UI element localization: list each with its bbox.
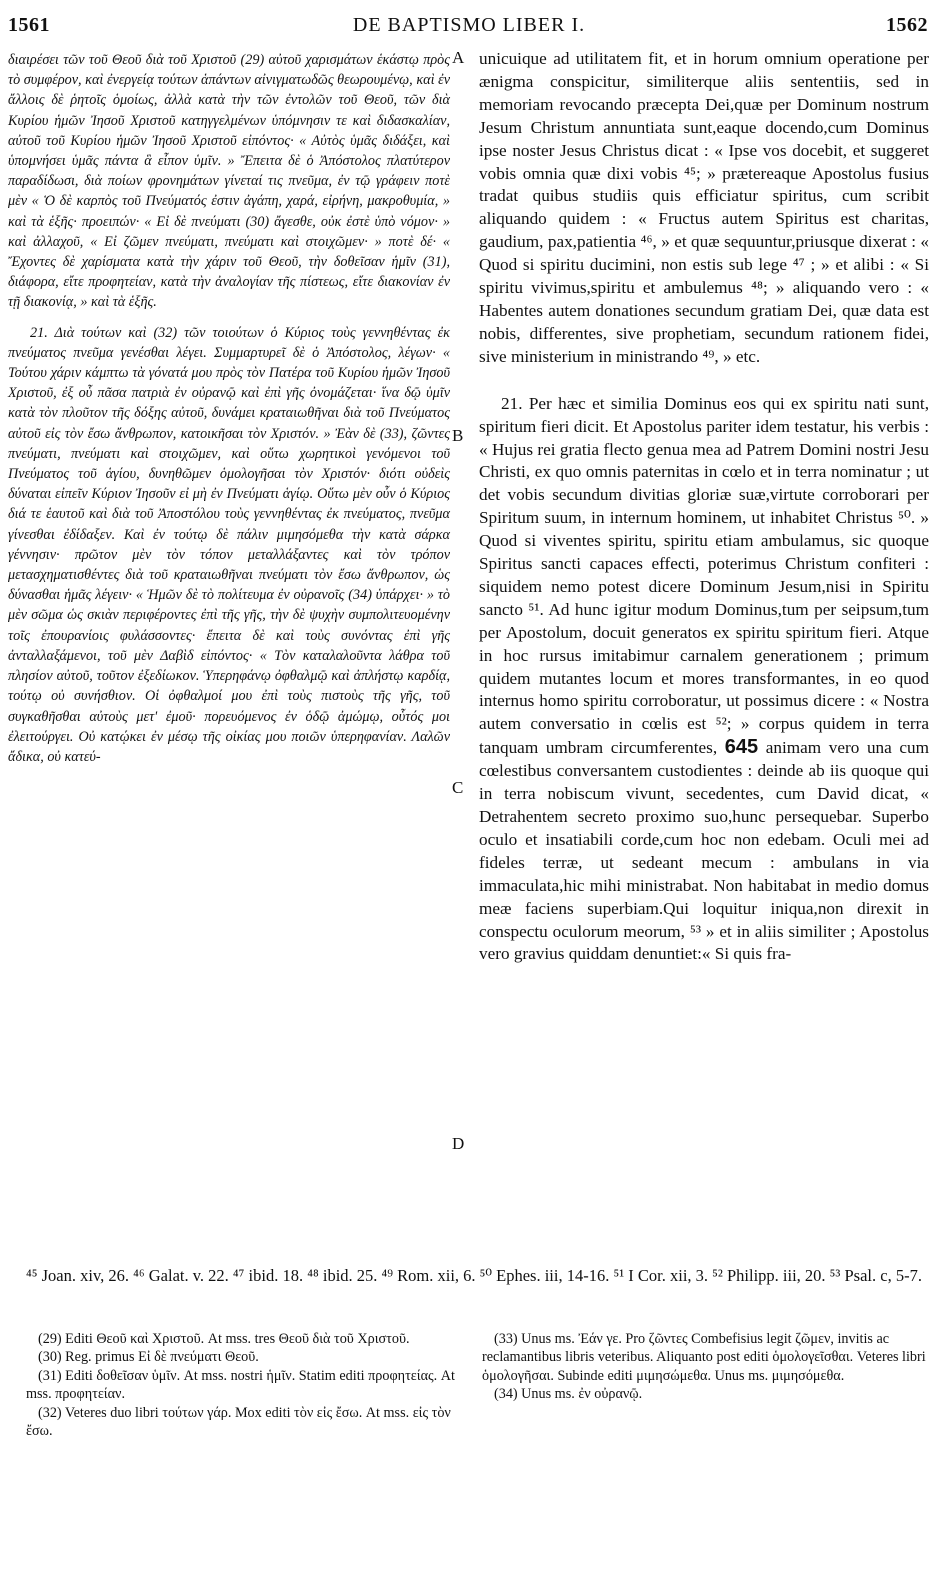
latin-column: [479, 48, 929, 966]
latin-paragraph-2: [479, 393, 929, 967]
footnotes-right: [482, 1330, 929, 1404]
margin-letter-a: A: [452, 48, 465, 67]
footnote-30: (30) Reg. primus Εἰ δὲ πνεύματι Θεοῦ.: [38, 1349, 259, 1366]
footnote-32: (32) Veteres duo libri τούτων γάρ. Mox editi τὸν εἰς ἔσω. At mss. εἰς τὸν ἔσω.: [26, 1404, 451, 1440]
latin-paragraph-2-start: 21. Per hæc et similia Dominus eos qui ex spiritu nati sunt, spiritum fieri dicit. Et Apostolus pariter idem testatur, his verbis : « Hujus rei gratia flecto genua mea ad Patrem Domini nostri Jesu Christi, ex quo omnis paternitas in cœlo et in terra nominatur ; ut det vobis secundum divitias gloriæ suæ,virtute corroborari per Spiritum suum, in internum hominem, ut inhabitet Christus ⁵⁰. » Quod si viventes spiritu, spiritu etiam ambulamus, sic quoque Spiritus sancti capaces effecti, poterimus Christum confiteri : siquidem nemo potest dicere Dominum Jesum,nisi in Spiritu sancto ⁵¹. Ad hunc igitur modum Dominus,tum per seipsum,tum per Apostolum, docuit generatos ex spiritu spiritum fieri. Atque in hoc rursus imitabimur carnalem generationem ; primum quidem mutantes locum et mores transformantes, in eo quod internus homo spiritu corroboratur, ut possimus dicere : « Nostra autem conversatio in cœlis est ⁵²; » corpus quidem in terra tanquam umbram circumferentes,: [479, 393, 929, 758]
running-header: [0, 14, 938, 44]
margin-letter-c: C: [452, 778, 464, 797]
latin-paragraph-2-end: animam vero una cum cœlestibus conversantem custodientes : deinde ab iis quoque qui in terra nobiscum vivunt, secedentes, cum David dicat, « Detrahentem secreto proximo suo,hunc persequebar. Superbo oculo et insatiabili corde,cum hoc non edebam. Oculi mei ad fideles terræ, ut sedeant mecum : ambulans in via immaculata,hic mihi ministrabat. Non habitabat in medio domus meæ faciens superbiam.Qui loquitur iniqua,non direxit in conspectu oculorum meorum, ⁵³ » et in aliis similiter ; Apostolus vero gravius quiddam denuntiet:« Si quis fra-: [479, 738, 930, 964]
scripture-citations: ⁴⁵ Joan. xiv, 26. ⁴⁶ Galat. v. 22. ⁴⁷ ibid. 18. ⁴⁸ ibid. 25. ⁴⁹ Rom. xii, 6. ⁵⁰ Ephes. iii, 14-16. ⁵¹ I Cor. xii, 3. ⁵² Philipp. iii, 20. ⁵³ Psal. c, 5-7.: [26, 1266, 922, 1285]
greek-paragraph-1: διαιρέσει τῶν τοῦ Θεοῦ διὰ τοῦ Χριστοῦ (29) αὐτοῦ χαρισμάτων ἑκάστῳ πρὸς τὸ συμφέρον, καὶ ἐνεργείᾳ τούτων ἁπάντων αἰνιγματωδῶς θεωρουμένῳ, καὶ ἐν ἄλλοις δὲ ῥητοῖς ὁμοίως, ἀλλὰ κατὰ τὴν τῶν ἐντολῶν τοῦ Θεοῦ, τῶν διὰ Κυρίου ἡμῶν Ἰησοῦ Χριστοῦ κατηγγελμένων ὑπόμνησιν τε καὶ διδασκαλίαν, αὐτοῦ τοῦ Κυρίου ἡμῶν Ἰησοῦ Χριστοῦ εἰπόντος· « Αὐτὸς ὑμᾶς διδάξει, καὶ ὑπομνήσει ὑμᾶς πάντα ἃ εἶπον ὑμῖν. » Ἔπειτα δὲ ὁ Ἀπόστολος πλατύτερον παραδίδωσι, διὰ ποίων φρονημάτων γίνεταί τις πνεῦμα, ἐν τῷ γράφειν ποτὲ μὲν « Ὁ δὲ καρπὸς τοῦ Πνεύματός ἐστιν ἀγάπη, χαρά, εἰρήνη, μακροθυμία, » καὶ τὰ ἑξῆς· προειπών· « Εἰ δὲ πνεύματι (30) ἄγεσθε, οὐκ ἐστὲ ὑπὸ νόμον· » καὶ ἀλλαχοῦ, « Εἰ ζῶμεν πνεύματι, πνεύματι καὶ στοιχῶμεν· » ποτὲ δέ· « Ἔχοντες δὲ χαρίσματα κατὰ τὴν χάριν τοῦ Θεοῦ, τὴν δοθεῖσαν ἡμῖν (31), διάφορα, εἴτε προφητείαν, κατὰ τὴν ἀναλογίαν τῆς πίστεως, εἴτε διακονίαν ἐν τῇ διακονίᾳ, » καὶ τὰ ἑξῆς.: [8, 52, 450, 311]
latin-paragraph-1: unicuique ad utilitatem fit, et in horum omnium operatione per ænigma conspicitur, similiterque aliis sententiis, sed in memoriam revocando præcepta Dei,quæ per Dominum nostrum Jesum Christum annuntiata sunt,eaque docendo,cum Dominus ipse noster Jesus Christus dicat : « Ipse vos docebit, et suggeret vobis omnia quæ dixi vobis ⁴⁵; » prætereaque Apostolus fusius tradat quibus studiis quis efficiatur spiritus, cum scribit aliquando quidem : « Fructus autem Spiritus est charitas, gaudium, pax,patientia ⁴⁶, » et quæ sequuntur,priusque dixerat : « Quod si spiritu ducimini, non estis sub lege ⁴⁷ ; » et alibi : « Si spiritu vivimus,spiritu et ambulemus ⁴⁸; » aliquando vero : « Habentes autem donationes secundum gratiam Dei, quæ data est nobis, differentes, sive prophetiam, secundum rationem fidei, sive ministerium in ministrando ⁴⁹, » etc.: [479, 49, 929, 366]
page-number-left: 1561: [8, 14, 50, 36]
footnote-31: (31) Editi δοθεῖσαν ὑμῖν. At mss. nostri ἡμῖν. Statim editi προφητείας. At mss. προφητείαν.: [26, 1367, 455, 1403]
greek-paragraph-2: 21. Διὰ τούτων καὶ (32) τῶν τοιούτων ὁ Κύριος τοὺς γεννηθέντας ἐκ πνεύματος πνεῦμα γενέσθαι λέγει. Συμμαρτυρεῖ δὲ ὁ Ἀπόστολος, λέγων· « Τούτου χάριν κάμπτω τὰ γόνατά μου πρὸς τὸν Πατέρα τοῦ Κυρίου ἡμῶν Ἰησοῦ Χριστοῦ, ἐξ οὗ πᾶσα πατριὰ ἐν οὐρανῷ καὶ ἐπὶ γῆς ὀνομάζεται· ἵνα δῷ ὑμῖν κατὰ τὸν πλοῦτον τῆς δόξης αὐτοῦ, δυνάμει κραταιωθῆναι διὰ τοῦ Πνεύματος αὐτοῦ εἰς τὸν ἔσω ἄνθρωπον, κατοικῆσαι τὸν Χριστόν. » Ἐὰν δὲ (33), ζῶντες πνεύματι, πνεύματι καὶ στοιχῶμεν, καὶ οὕτω χωρητικοὶ γενόμενοι τοῦ Πνεύματος τοῦ ἁγίου, δυνηθῶμεν ὁμολογῆσαι τὸν Χριστόν· διότι οὐδεὶς δύναται εἰπεῖν Κύριον Ἰησοῦν εἰ μὴ ἐν Πνεύματι ἁγίῳ. Οὕτω μὲν οὖν ὁ Κύριος διά τε ἑαυτοῦ καὶ διὰ τοῦ Ἀποστόλου τοὺς γεννηθέντας ἐκ πνεύματος, πνεῦμα γίνεσθαι ἐδίδαξεν. Καὶ ἐν τούτῳ δὲ πάλιν μιμησόμεθα τὴν κατὰ σάρκα γέννησιν· πρῶτον μὲν τὸν τόπον μεταλλάξαντες καὶ τὸν τρόπον μετασχηματισθέντες διὰ τοῦ κραταιωθῆναι πνεύματι τὸν ἔσω ἄνθρωπον, ὡς δύνασθαι ἡμᾶς λέγειν· « Ἡμῶν δὲ τὸ πολίτευμα ἐν οὐρανοῖς (34) ὑπάρχει· » τὸ μὲν σῶμα ὡς σκιὰν περιφέροντες ἐπὶ τῆς γῆς, τὴν δὲ ψυχὴν συμπολιτευομένην τοῖς ἐπουρανίοις φυλάσσοντες· ἔπειτα δὲ καὶ τοὺς συνόντας ἐπὶ γῆς ἀνταλλαξάμενοι, τοῦ μὲν Δαβὶδ εἰπόντος· « Τὸν καταλαλοῦντα λάθρα τοῦ πλησίον αὐτοῦ, τοῦτον ἐξεδίωκον. Ὑπερηφάνῳ ὀφθαλμῷ καὶ ἀπλήστῳ καρδίᾳ, τούτῳ οὐ συνήσθιον. Οἱ ὀφθαλμοί μου ἐπὶ τοὺς πιστοὺς τῆς γῆς, τοῦ συγκαθῆσθαι αὐτοὺς μετ' ἐμοῦ· πορευόμενος ἐν ὁδῷ ἀμώμῳ, οὗτός μοι ἐλειτούργει. Οὐ κατῴκει ἐν μέσῳ τῆς οἰκίας μου ποιῶν ὑπερηφανίαν. Λαλῶν ἄδικα, οὐ κατεύ-: [8, 324, 450, 765]
footnote-34: (34) Unus ms. ἐν οὐρανῷ.: [494, 1386, 643, 1403]
footnotes-left: [26, 1330, 466, 1440]
margin-letter-d: D: [452, 1134, 465, 1153]
running-title: DE BAPTISMO LIBER I.: [352, 14, 586, 36]
greek-column: [8, 50, 450, 767]
footnote-33: (33) Unus ms. Ἐάν γε. Pro ζῶντες Combefisius legit ζῶμεν, invitis ac reclamantibus libris veteribus. Aliquanto post editi ὁμολογεῖσθαι. Veteres libri ὁμολογῆσαι. Subinde editi μιμησώμεθα. Unus ms. μιμησόμεθα.: [482, 1331, 926, 1384]
page-number-right: 1562: [886, 14, 928, 36]
margin-letter-b: B: [452, 426, 464, 445]
footnote-29: (29) Editi Θεοῦ καὶ Χριστοῦ. At mss. tres Θεοῦ διὰ τοῦ Χριστοῦ.: [38, 1331, 410, 1347]
column-number: 645: [724, 736, 759, 759]
